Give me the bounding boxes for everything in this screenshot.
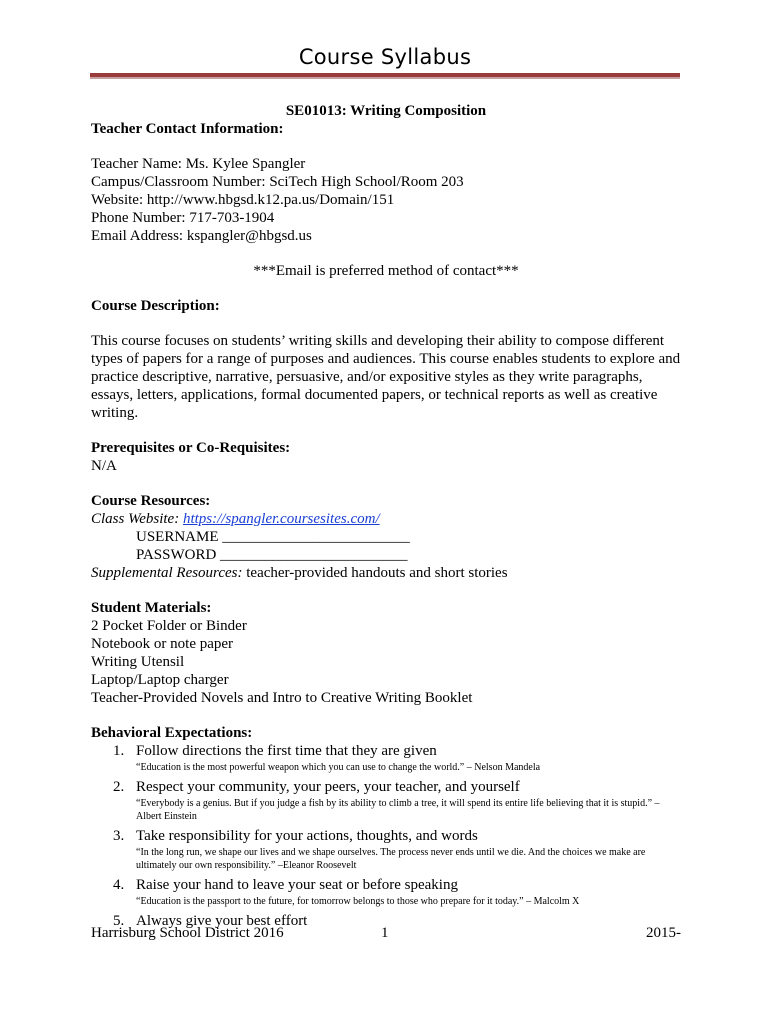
behavior-list	[91, 742, 681, 930]
description-heading: Course Description:	[91, 298, 220, 314]
header-title: Course Syllabus	[298, 45, 472, 69]
behavior-quote: “In the long run, we shape our lives and we shape ourselves. The process never ends until we die. And the choices we make are ultimately our own responsibility.” –Eleanor Roosevelt	[136, 847, 646, 871]
document-body	[91, 102, 681, 930]
behavior-quote: “Education is the most powerful weapon which you can use to change the world.” – Nelson Mandela	[136, 762, 541, 773]
behavior-number: 4.	[113, 877, 125, 893]
course-title: SE01013: Writing Composition	[285, 103, 487, 119]
class-website-line	[91, 510, 681, 528]
contact-lines	[91, 155, 681, 245]
behavior-quote: “Education is the passport to the future, for tomorrow belongs to those who prepare for it today.” – Malcolm X	[136, 896, 580, 907]
prereq-value: N/A	[91, 458, 117, 474]
behavior-number: 1.	[113, 743, 125, 759]
behavior-quote: “Everybody is a genius. But if you judge a fish by its ability to climb a tree, it will spend its entire life believing that it is stupid.” –Albert Einstein	[136, 798, 660, 822]
footer-year: 2015-	[646, 925, 681, 941]
list-item: 2 Pocket Folder or Binder	[91, 618, 247, 634]
behavior-text: Follow directions the first time that they are given	[136, 743, 437, 759]
behavior-text: Raise your hand to leave your seat or before speaking	[136, 877, 458, 893]
phone-line: Phone Number: 717-703-1904	[91, 210, 275, 226]
teacher-name: Teacher Name: Ms. Kylee Spangler	[91, 156, 306, 172]
class-website-label: Class Website:	[91, 511, 183, 527]
behavior-item	[91, 742, 681, 774]
supplemental-line	[91, 564, 681, 582]
list-item: Notebook or note paper	[91, 636, 234, 652]
contact-note: ***Email is preferred method of contact***	[253, 263, 519, 279]
behavior-number: 2.	[113, 779, 125, 795]
campus-room: Campus/Classroom Number: SciTech High School/Room 203	[91, 174, 464, 190]
behavior-item	[91, 827, 681, 872]
behavior-item	[91, 876, 681, 908]
supplemental-label: Supplemental Resources:	[91, 565, 243, 581]
materials-list	[91, 617, 681, 707]
username-line: USERNAME _________________________	[136, 529, 410, 545]
behavior-text: Take responsibility for your actions, thoughts, and words	[136, 828, 478, 844]
behavior-text: Always give your best effort	[136, 913, 308, 929]
list-item: Writing Utensil	[91, 654, 185, 670]
materials-heading: Student Materials:	[91, 600, 212, 616]
password-line: PASSWORD _________________________	[136, 547, 408, 563]
email-line: Email Address: kspangler@hbgsd.us	[91, 228, 312, 244]
behavior-number: 3.	[113, 828, 125, 844]
description-text: This course focuses on students’ writing skills and developing their ability to compose different types of papers for a range of purposes and audiences. This course enables students to explore and practice descriptive, narrative, persuasive, and/or expositive styles as they write paragraphs, essays, letters, applications, formal documented papers, or technical reports as well as creative writing.	[91, 333, 681, 421]
behavior-text: Respect your community, your peers, your teacher, and yourself	[136, 779, 520, 795]
behavior-number: 5.	[113, 913, 125, 929]
class-website-link[interactable]: https://spangler.coursesites.com/	[182, 511, 380, 527]
supplemental-value: teacher-provided handouts and short stories	[242, 565, 508, 581]
resources-heading: Course Resources:	[91, 493, 211, 509]
list-item: Teacher-Provided Novels and Intro to Creative Writing Booklet	[91, 690, 473, 706]
prereq-heading: Prerequisites or Co-Requisites:	[91, 440, 291, 456]
list-item: Laptop/Laptop charger	[91, 672, 229, 688]
header-rule	[90, 73, 680, 79]
contact-heading: Teacher Contact Information:	[91, 121, 284, 137]
website-line: Website: http://www.hbgsd.k12.pa.us/Domain/151	[91, 192, 395, 208]
behavior-item	[91, 778, 681, 823]
footer-page-number: 1	[381, 925, 389, 941]
behavior-heading: Behavioral Expectations:	[91, 725, 253, 741]
footer-district: Harrisburg School District 2016	[91, 925, 284, 941]
